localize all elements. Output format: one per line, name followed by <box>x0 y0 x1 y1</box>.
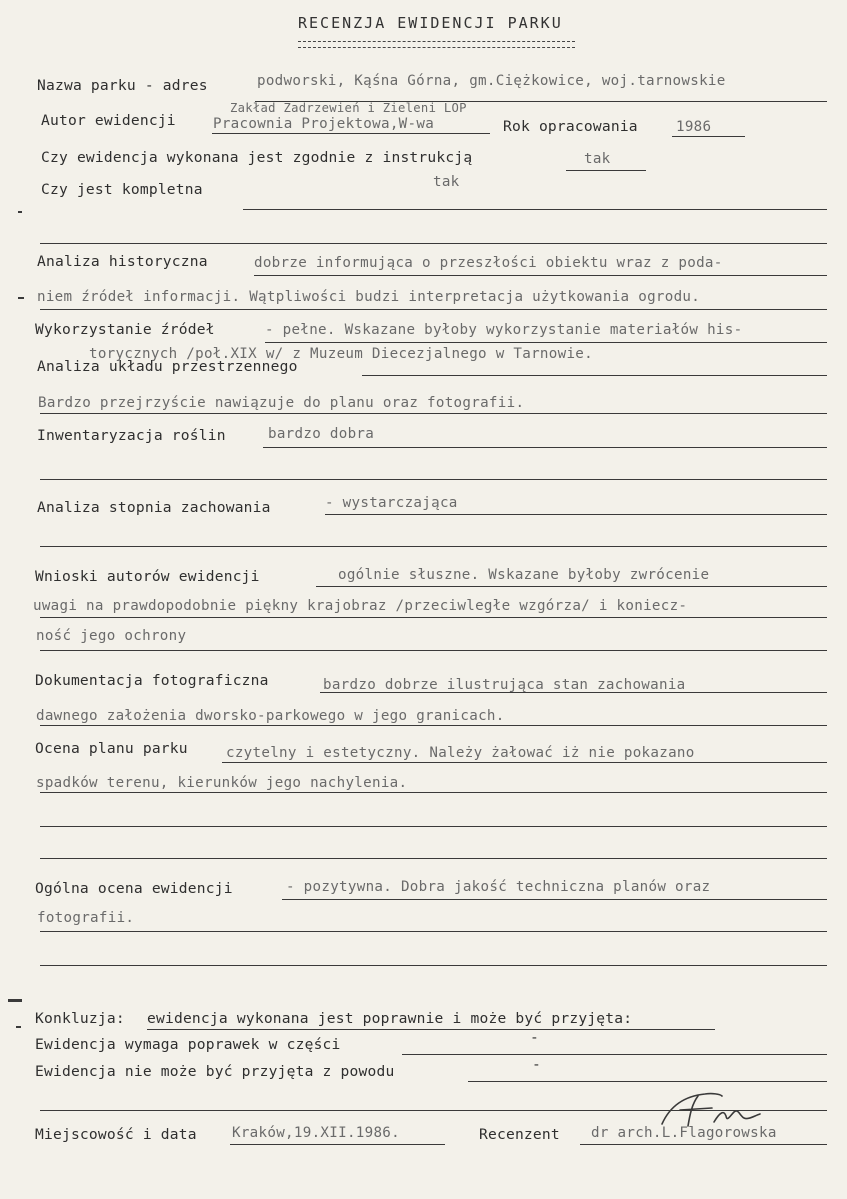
sources-label: Wykorzystanie źródeł <box>35 321 215 338</box>
park-name-label: Nazwa parku - adres <box>37 77 208 94</box>
plan-eval-line2: spadków terenu, kierunków jego nachylenia. <box>36 775 408 791</box>
margin-mark <box>18 211 22 213</box>
overall-label: Ogólna ocena ewidencji <box>35 880 233 897</box>
historical-line2: niem źródeł informacji. Wątpliwości budzi interpretacja użytkowania ogrodu. <box>37 289 701 305</box>
historical-line4: torycznych /poł.XIX w/ z Muzeum Diecezjalnego w Tarnowie. <box>89 346 593 362</box>
preservation-rule1 <box>325 514 827 515</box>
margin-mark <box>18 297 24 299</box>
place-date-line <box>230 1144 445 1145</box>
plan-eval-label: Ocena planu parku <box>35 740 188 757</box>
author-value-line2: Pracownia Projektowa,W-wa <box>213 116 435 132</box>
overall-line2: fotografii. <box>37 910 135 926</box>
layout-analysis-value: Bardzo przejrzyście nawiązuje do planu oraz fotografii. <box>38 395 525 411</box>
form-title: RECENZJA EWIDENCJI PARKU <box>298 14 563 32</box>
reviewer-signature <box>650 1086 770 1136</box>
preservation-label: Analiza stopnia zachowania <box>37 499 271 516</box>
photo-doc-label: Dokumentacja fotograficzna <box>35 672 269 689</box>
year-value: 1986 <box>676 119 712 135</box>
complete-value: tak <box>433 174 460 190</box>
plants-label: Inwentaryzacja roślin <box>37 427 226 444</box>
photo-doc-line2: dawnego założenia dworsko-parkowego w jego granicach. <box>36 708 505 724</box>
conclusions-label: Wnioski autorów ewidencji <box>35 568 260 585</box>
corrections-value: - <box>530 1029 539 1046</box>
overall-rule2 <box>40 931 827 932</box>
conclusions-rule1 <box>316 586 827 587</box>
conformity-line <box>566 170 646 171</box>
layout-analysis-label: Analiza układu przestrzennego <box>37 358 298 375</box>
author-value-line1: Zakład Zadrzewień i Zieleni LOP <box>230 101 467 115</box>
plants-rule2 <box>40 479 827 480</box>
conclusions-rule2 <box>40 617 827 618</box>
plants-rule1 <box>263 447 827 448</box>
park-name-value: podworski, Kąśna Górna, gm.Ciężkowice, woj.tarnowskie <box>257 73 726 89</box>
historical-rule1 <box>254 275 827 276</box>
layout-analysis-rule2 <box>40 413 827 414</box>
historical-line1: dobrze informująca o przeszłości obiektu wraz z poda- <box>254 255 723 271</box>
conclusions-rule3 <box>40 650 827 651</box>
title-double-underline <box>298 41 575 48</box>
reviewer-value: dr arch.L.Flagorowska <box>591 1125 777 1141</box>
overall-line1: - pozytywna. Dobra jakość techniczna planów oraz <box>286 879 711 895</box>
conclusions-line1: ogólnie słuszne. Wskazane byłoby zwrócenie <box>338 567 710 583</box>
blank-line-3 <box>40 858 827 859</box>
author-line <box>212 133 490 134</box>
preservation-value: - wystarczająca <box>325 495 458 511</box>
blank-line-4 <box>40 965 827 966</box>
conclusion-underline <box>147 1029 715 1030</box>
author-label: Autor ewidencji <box>41 112 176 129</box>
plan-eval-line1: czytelny i estetyczny. Należy żałować iż nie pokazano <box>226 745 695 761</box>
conformity-value: tak <box>584 151 611 167</box>
photo-doc-rule2 <box>40 725 827 726</box>
preservation-rule2 <box>40 546 827 547</box>
conclusion-label: Konkluzja: <box>35 1010 125 1027</box>
complete-line <box>243 209 827 210</box>
corrections-line <box>402 1054 827 1055</box>
rejection-line <box>468 1081 827 1082</box>
complete-label: Czy jest kompletna <box>41 181 203 198</box>
historical-rule3 <box>265 342 827 343</box>
photo-doc-rule1 <box>320 692 827 693</box>
overall-rule1 <box>282 899 827 900</box>
historical-rule2 <box>40 309 827 310</box>
plan-eval-rule2 <box>40 792 827 793</box>
margin-mark <box>16 1026 21 1028</box>
place-date-value: Kraków,19.XII.1986. <box>232 1125 400 1141</box>
reviewer-line <box>580 1144 827 1145</box>
plants-value: bardzo dobra <box>268 426 375 442</box>
corrections-label: Ewidencja wymaga poprawek w części <box>35 1036 341 1053</box>
reviewer-label: Recenzent <box>479 1126 560 1143</box>
layout-analysis-rule1 <box>362 375 827 376</box>
margin-mark <box>8 999 22 1002</box>
year-label: Rok opracowania <box>503 118 638 135</box>
conclusions-line2: uwagi na prawdopodobnie piękny krajobraz /przeciwległe wzgórza/ i koniecz- <box>33 598 688 614</box>
place-date-label: Miejscowość i data <box>35 1126 197 1143</box>
year-line <box>672 136 745 137</box>
conclusions-line3: ność jego ochrony <box>36 628 187 644</box>
plan-eval-rule1 <box>222 762 827 763</box>
rejection-label: Ewidencja nie może być przyjęta z powodu <box>35 1063 395 1080</box>
blank-line-1 <box>40 243 827 244</box>
conformity-label: Czy ewidencja wykonana jest zgodnie z instrukcją <box>41 149 473 166</box>
blank-line-2 <box>40 826 827 827</box>
conclusion-value: ewidencja wykonana jest poprawnie i może być przyjęta: <box>147 1010 633 1027</box>
historical-label: Analiza historyczna <box>37 253 208 270</box>
rejection-value: - <box>532 1056 541 1073</box>
photo-doc-line1: bardzo dobrze ilustrująca stan zachowania <box>323 677 686 693</box>
historical-line3: - pełne. Wskazane byłoby wykorzystanie materiałów his- <box>265 322 743 338</box>
